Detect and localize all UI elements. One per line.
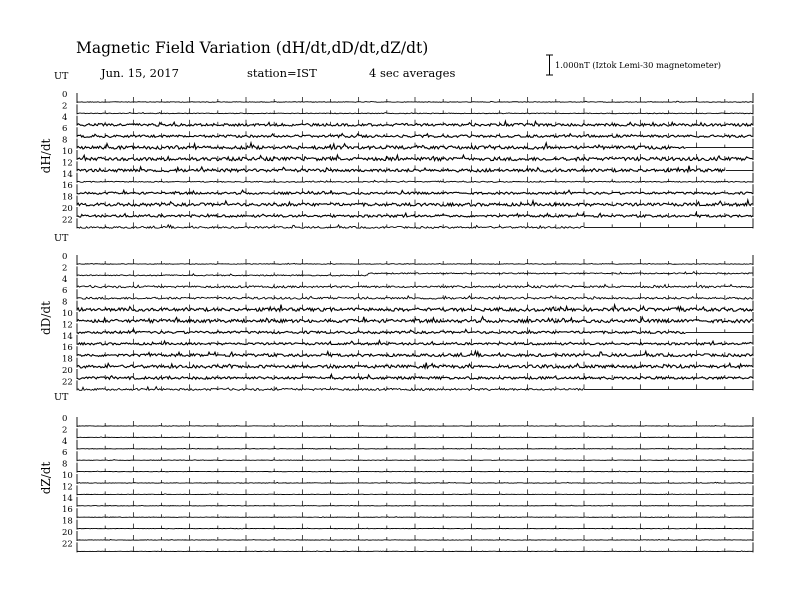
row-22 [62, 215, 753, 228]
row-label: 16 [62, 181, 73, 192]
row-label: 22 [62, 215, 73, 226]
row-label: 6 [62, 286, 68, 297]
row-0 [62, 90, 753, 103]
component-label: dZ/dt [39, 461, 53, 495]
row-label: 2 [62, 425, 68, 436]
row-label: 20 [62, 366, 73, 376]
row-8 [62, 298, 753, 312]
row-label: 6 [62, 124, 68, 135]
row-14 [62, 332, 753, 345]
row-label: 12 [62, 320, 73, 331]
ut-axis-label: UT [54, 233, 69, 244]
row-label: 14 [62, 169, 73, 180]
row-label: 14 [62, 493, 73, 504]
row-label: 18 [62, 516, 73, 527]
data-trace [77, 143, 685, 149]
row-label: 0 [62, 90, 68, 100]
row-0 [62, 252, 753, 265]
row-label: 8 [62, 459, 68, 470]
row-label: 12 [62, 158, 73, 169]
panel-dz-dt [39, 392, 753, 552]
data-trace [77, 528, 753, 529]
row-16 [62, 505, 753, 518]
row-label: 14 [62, 331, 73, 342]
row-label: 6 [62, 448, 68, 459]
row-4 [62, 275, 753, 288]
row-label: 4 [62, 436, 68, 447]
row-label: 2 [62, 263, 68, 274]
row-label: 8 [62, 297, 68, 308]
row-8 [62, 460, 753, 473]
row-16 [62, 181, 753, 194]
row-label: 4 [62, 274, 68, 285]
panel-dh-dt [39, 71, 753, 228]
row-label: 10 [62, 147, 73, 157]
scale-bar-label: 1.000nT (Iztok Lemi-30 magnetometer) [555, 60, 722, 70]
component-label: dH/dt [39, 138, 53, 174]
row-4 [62, 113, 753, 126]
row-label: 16 [62, 343, 73, 354]
scale-bar [546, 55, 553, 75]
row-20 [62, 528, 753, 541]
averaging-label: 4 sec averages [369, 66, 456, 80]
data-trace [77, 166, 725, 172]
row-label: 18 [62, 354, 73, 365]
row-4 [62, 437, 753, 450]
row-label: 8 [62, 135, 68, 146]
row-label: 20 [62, 204, 73, 214]
component-label: dD/dt [39, 301, 53, 335]
row-label: 4 [62, 112, 68, 123]
row-8 [62, 136, 753, 150]
row-6 [62, 448, 753, 461]
ut-axis-label: UT [54, 392, 69, 403]
data-trace [77, 494, 753, 495]
row-22 [62, 539, 753, 552]
panels [39, 71, 753, 552]
panel-dd-dt [39, 233, 753, 390]
chart-title: Magnetic Field Variation (dH/dt,dD/dt,dZ/dt) [76, 39, 429, 57]
data-trace [77, 505, 753, 506]
row-label: 12 [62, 482, 73, 493]
data-trace [77, 329, 685, 333]
row-10 [62, 471, 753, 484]
ut-axis-label: UT [54, 71, 69, 82]
row-label: 16 [62, 505, 73, 516]
row-label: 22 [62, 377, 73, 388]
row-18 [62, 355, 753, 369]
row-label: 22 [62, 539, 73, 550]
row-label: 10 [62, 309, 73, 319]
row-22 [62, 377, 753, 390]
row-2 [62, 425, 753, 438]
row-12 [62, 482, 753, 495]
row-18 [62, 517, 753, 530]
row-label: 10 [62, 471, 73, 481]
row-2 [62, 101, 753, 114]
row-0 [62, 414, 753, 427]
row-2 [62, 263, 753, 276]
data-trace [77, 460, 753, 461]
data-trace [77, 517, 753, 518]
row-label: 18 [62, 192, 73, 203]
row-label: 0 [62, 252, 68, 262]
row-label: 2 [62, 101, 68, 112]
row-6 [62, 286, 753, 299]
data-trace [77, 539, 753, 540]
date-label: Jun. 15, 2017 [101, 66, 179, 80]
row-label: 0 [62, 414, 68, 424]
row-label: 20 [62, 528, 73, 538]
row-14 [62, 494, 753, 507]
row-20 [62, 366, 753, 379]
row-20 [62, 204, 753, 217]
row-10 [62, 309, 753, 323]
station-label: station=IST [247, 66, 317, 80]
